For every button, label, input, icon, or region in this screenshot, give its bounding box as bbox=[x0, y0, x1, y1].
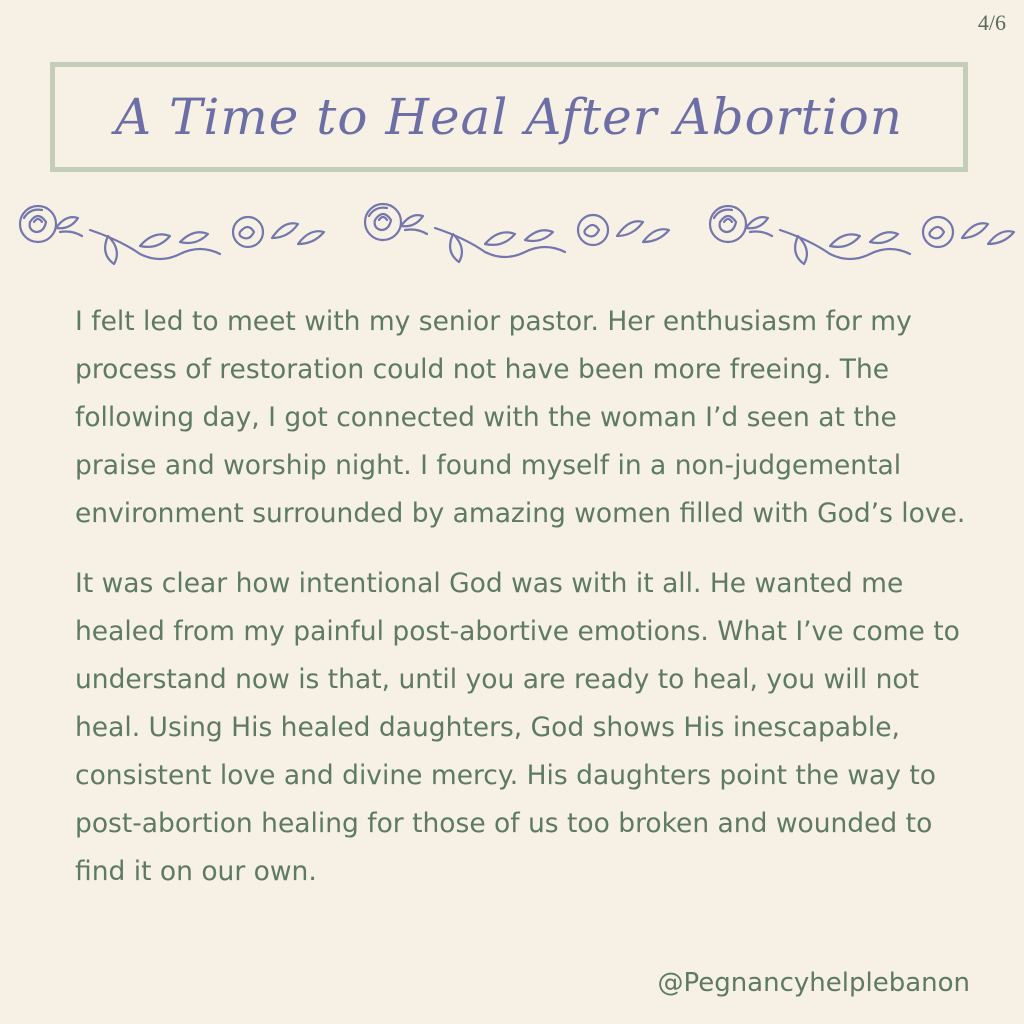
social-handle: @Pegnancyhelplebanon bbox=[657, 968, 970, 998]
story-body bbox=[75, 298, 975, 918]
page-number: 4/6 bbox=[977, 10, 1006, 35]
title-frame bbox=[50, 62, 968, 172]
paragraph-2: It was clear how intentional God was with it all. He wanted me healed from my painful post-abortive emotions. What I’ve come to understand now is that, until you are ready to heal, you will not heal. Using His healed daughters, God shows His inescapable, consistent love and divine mercy. His daughters point the way to post-abortion healing for those of us too broken and wounded to find it on our own. bbox=[75, 568, 960, 887]
page-title: A Time to Heal After Abortion bbox=[115, 88, 903, 146]
floral-border-decoration bbox=[0, 192, 1024, 282]
paragraph-1: I felt led to meet with my senior pastor. Her enthusiasm for my process of restoration could not have been more freeing. The following day, I got connected with the woman I’d seen at the praise and worship night. I found myself in a non-judgemental environment surrounded by amazing women filled with God’s love. bbox=[75, 306, 966, 529]
